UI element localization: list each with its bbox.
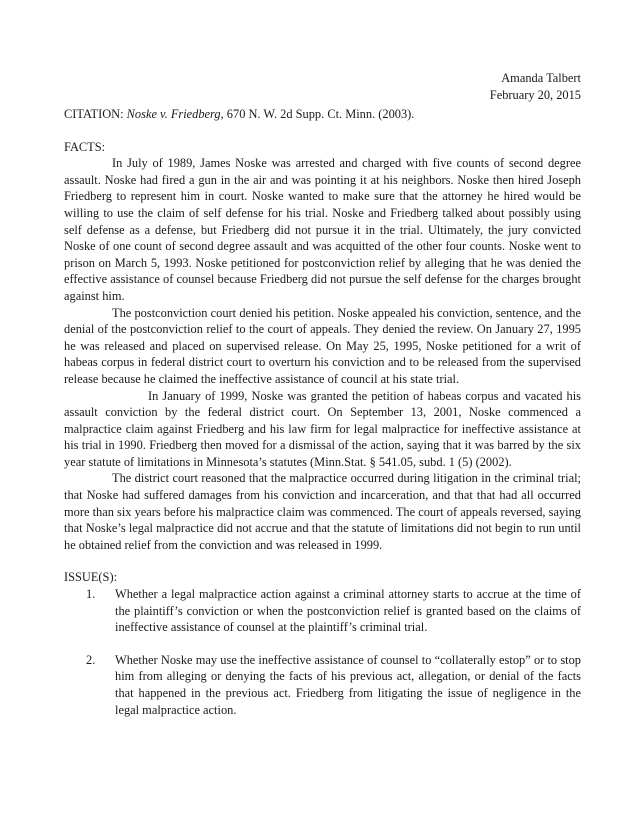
issues-list xyxy=(64,586,581,718)
issue-number: 1. xyxy=(86,587,96,602)
issue-item-2 xyxy=(64,652,581,718)
facts-paragraph-1: In July of 1989, James Noske was arrested and charged with five counts of second degree assault. Noske had fired a gun in the air and was pointing it at his neighbors. Noske then hired Joseph Friedberg to represent him in court. Noske wanted to make sure that the attorney he hired would be willing to use the claim of self defense for his trial. Noske and Friedberg talked about possibly using self defense as a defense, but Friedberg did not pursue it in the trial. Ultimately, the jury convicted Noske of one count of second degree assault and was acquitted of the other four counts. Noske went to prison on March 5, 1993. Noske petitioned for postconviction relief by alleging that he was denied the effective assistance of counsel because Friedberg did not pursue the self defense for the charges brought against him. xyxy=(64,156,581,303)
issue-item-1 xyxy=(64,586,581,636)
case-name: Noske v. Friedberg xyxy=(126,107,221,121)
facts-paragraph-2: The postconviction court denied his petition. Noske appealed his conviction, sentence, and the denial of the postconviction relief to the court of appeals. They denied the review. On January 27, 1995 he was released and placed on supervised release. On May 25, 1995, Noske petitioned for a writ of habeas corpus in federal district court to overturn his conviction and to be released from the supervised release because he claimed the ineffective assistance of council at his state trial. xyxy=(64,305,581,386)
issues-heading: ISSUE(S): xyxy=(64,570,118,585)
document-date: February 20, 2015 xyxy=(489,88,581,102)
author-name: Amanda Talbert xyxy=(501,71,581,85)
citation-label: CITATION: xyxy=(64,107,127,121)
issue-text: Whether Noske may use the ineffective assistance of counsel to “collaterally estop” or to stop him from alleging or denying the facts of his previous act, allegation, or denial of the facts that happened in the previous act. Friedberg from litigating the issue of negligence in the legal malpractice action. xyxy=(115,652,581,717)
issue-number: 2. xyxy=(86,652,96,667)
facts-paragraph-3: In January of 1999, Noske was granted the petition of habeas corpus and vacated his assault conviction by the federal district court. On September 13, 2001, Noske commenced a malpractice claim against Friedberg and his law firm for legal malpractice for ineffective assistance at his trial in 1990. Friedberg then moved for a dismissal of the action, saying that it was barred by the six year statute of limitations in Minnesota’s statutes (Minn.Stat. § 541.05, subd. 1 (5) (2002). xyxy=(64,388,581,469)
citation-line xyxy=(64,106,581,123)
facts-heading: FACTS: xyxy=(64,139,106,154)
facts-paragraph-4: The district court reasoned that the malpractice occurred during litigation in the criminal trial; that Noske had suffered damages from his conviction and incarceration, and that that had all occurred more than six years before his malpractice claim was commenced. The court of appeals reversed, saying that Noske’s legal malpractice did not accrue and that the statute of limitations did not begin to run until he obtained relief from the conviction and was released in 1999. xyxy=(64,471,581,552)
citation-reference: , 670 N. W. 2d Supp. Ct. Minn. (2003). xyxy=(220,107,415,121)
document-header xyxy=(64,70,581,104)
issue-text: Whether a legal malpractice action against a criminal attorney starts to accrue at the time of the plaintiff’s conviction or when the postconviction relief is granted based on the claims of ineffective assistance of counsel at the plaintiff’s criminal trial. xyxy=(115,587,581,635)
